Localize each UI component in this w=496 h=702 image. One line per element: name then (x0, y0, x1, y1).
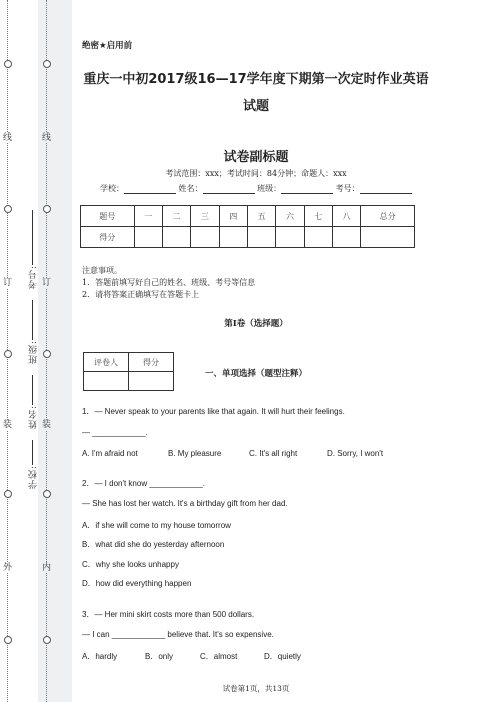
binding-hole (4, 490, 12, 498)
question-3-stem: 3．— Her mini skirt costs more than 500 dollars. (82, 610, 255, 619)
question-3-option-c[interactable]: C．almost (200, 652, 238, 661)
score-header-cell: 六 (276, 206, 304, 227)
binding-hole (43, 60, 51, 68)
part-heading: 第I卷（选择题） (224, 319, 288, 329)
question-1-response: — ____________. (82, 428, 148, 437)
grader-table (83, 352, 174, 391)
notes-title: 注意事项。 (82, 266, 122, 275)
score-header-cell: 题号 (81, 206, 135, 227)
exam-subtitle: 试卷副标题 (223, 150, 289, 165)
question-3-option-d[interactable]: D．quietly (264, 652, 301, 661)
score-header-cell: 总分 (361, 206, 415, 227)
cut-label-outside: 外 (3, 563, 13, 573)
section-heading: 一、单项选择（题型注释） (205, 369, 308, 379)
grader-score-header: 得分 (129, 353, 174, 372)
binding-hole (43, 205, 51, 213)
student-info-line (100, 183, 412, 194)
grader-header: 评卷人 (84, 353, 129, 372)
binding-hole (4, 636, 12, 644)
score-cell[interactable] (361, 227, 415, 248)
notes-item: 1．答题前填写好自己的姓名、班级、考号等信息 (82, 278, 256, 287)
binding-hole (43, 350, 51, 358)
exam-no-label: 考号： (335, 184, 360, 193)
question-3-option-a[interactable]: A．hardly (82, 652, 118, 661)
score-header-cell: 七 (304, 206, 332, 227)
strip-school-blank (32, 440, 33, 465)
score-header-cell: 二 (162, 206, 190, 227)
cut-label-order: 订 (3, 278, 13, 288)
binding-hole (43, 636, 51, 644)
score-cell[interactable] (304, 227, 332, 248)
score-cell[interactable] (191, 227, 219, 248)
score-row-label: 得分 (81, 227, 135, 248)
confidential-label: 绝密★启用前 (82, 41, 133, 51)
question-2-stem: 2．— I don't know ____________. (82, 479, 205, 488)
question-2-option-b[interactable]: B．what did she do yesterday afternoon (82, 540, 225, 549)
name-blank[interactable] (203, 184, 255, 194)
cut-label-bind: 装 (42, 420, 52, 430)
strip-class-label: 班级: (29, 340, 39, 365)
question-3-option-b[interactable]: B．only (145, 652, 174, 661)
cut-label-line: 线 (42, 133, 52, 143)
exam-meta: 考试范围：xxx；考试时间：84分钟；命题人：xxx (165, 169, 347, 178)
score-header-cell: 三 (191, 206, 219, 227)
score-cell[interactable] (162, 227, 190, 248)
score-cell[interactable] (276, 227, 304, 248)
school-blank[interactable] (124, 184, 176, 194)
score-cell[interactable] (134, 227, 162, 248)
grader-cell[interactable] (84, 372, 129, 391)
score-cell[interactable] (219, 227, 247, 248)
binding-hole (43, 490, 51, 498)
exam-title-line2: 试题 (242, 99, 269, 114)
question-3-response: — I can ____________ believe that. It's so expensive. (82, 630, 274, 639)
score-table-score-row (81, 227, 415, 248)
score-table-header-row (81, 206, 415, 227)
strip-name-label: 姓名: (29, 405, 39, 430)
strip-examno-blank (32, 210, 33, 265)
score-cell[interactable] (247, 227, 275, 248)
question-2-option-d[interactable]: D．how did everything happen (82, 579, 192, 588)
question-2-option-c[interactable]: C．why she looks unhappy (82, 560, 179, 569)
question-2-response: — She has lost her watch. It's a birthday gift from her dad. (82, 499, 288, 508)
cut-label-order: 订 (42, 278, 52, 288)
binding-hole (4, 350, 12, 358)
cut-label-inside: 内 (42, 563, 52, 573)
strip-examno-label: 考号: (29, 265, 39, 290)
name-label: 姓名： (178, 184, 203, 193)
score-cell[interactable] (332, 227, 360, 248)
binding-hole (4, 205, 12, 213)
strip-name-blank (32, 375, 33, 405)
score-header-cell: 四 (219, 206, 247, 227)
notes-item: 2．请将答案正确填写在答题卡上 (82, 290, 200, 299)
cut-label-bind: 装 (3, 420, 13, 430)
score-header-cell: 八 (332, 206, 360, 227)
score-header-cell: 五 (247, 206, 275, 227)
school-label: 学校： (100, 184, 124, 193)
score-header-cell: 一 (134, 206, 162, 227)
grader-score-cell[interactable] (129, 372, 174, 391)
class-label: 班级： (257, 184, 282, 193)
cut-label-line: 线 (3, 133, 13, 143)
question-2-option-a[interactable]: A．if she will come to my house tomorrow (82, 521, 231, 530)
question-1-option-c[interactable]: C. It's all right (249, 449, 298, 458)
binding-hole (4, 60, 12, 68)
exam-title: 重庆一中初2017级16—17学年度下期第一次定时作业英语 (83, 72, 429, 87)
question-1-option-b[interactable]: B. My pleasure (168, 449, 222, 458)
question-1-stem: 1．— Never speak to your parents like that again. It will hurt their feelings. (82, 407, 345, 416)
score-table (80, 205, 415, 248)
page-footer: 试卷第1页，共13页 (222, 684, 290, 693)
notes-block (82, 265, 255, 301)
question-1-option-a[interactable]: A. I'm afraid not (82, 449, 138, 458)
question-1-option-d[interactable]: D. Sorry, I won't (327, 449, 384, 458)
exam-no-blank[interactable] (360, 184, 412, 194)
strip-class-blank (32, 300, 33, 340)
class-blank[interactable] (281, 184, 333, 194)
strip-school-label: 学校: (29, 465, 39, 490)
